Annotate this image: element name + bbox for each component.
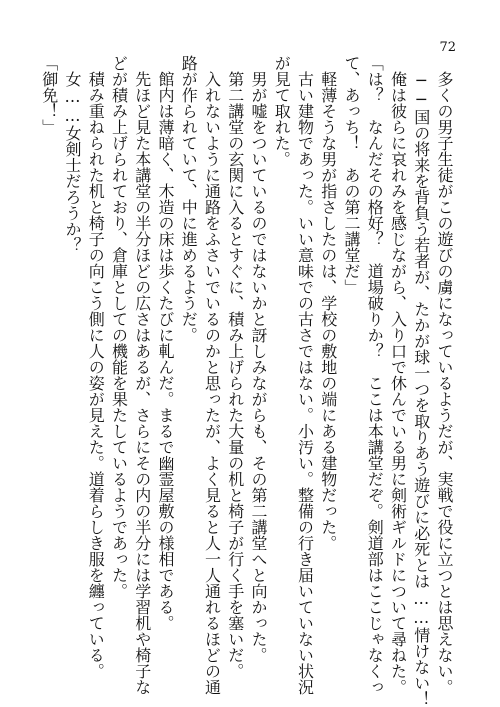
- text-line: 女……女剣士だろうか？: [63, 55, 82, 253]
- text-line: 先ほど見た本講堂の半分ほどの広さはあるが、さらにその内の半分には学習机や椅子な: [132, 55, 152, 695]
- body-text: [38, 55, 457, 707]
- text-line: が見て取れた。: [272, 55, 292, 167]
- text-line: て、あっち！ あの第二講堂だ」: [342, 55, 361, 295]
- page-number: 72: [439, 40, 456, 55]
- text-line: 積み重ねられた机と椅子の向こう側に人の姿が見えた。道着らしき服を纏っている。: [86, 55, 106, 679]
- text-line: 古い建物であった。いい意味での古さではない。小汚い。整備の行き届いていない状況: [295, 55, 315, 695]
- text-line: 俺は彼らに哀れみを感じながら、入り口で休んでいる男に剣術ギルドについて尋ねた。: [388, 55, 408, 695]
- text-line: ──国の将来を背負う若者が、たかが球一つを取りあう遊びに必死とは……情けない！: [411, 55, 431, 707]
- text-line: 館内は薄暗く、木造の床は歩くたびに軋んだ。まるで幽霊屋敷の様相である。: [156, 55, 175, 631]
- text-line: 多くの男子生徒がこの遊びの虜になっているようだが、実戦で役に立つとは思えない。: [435, 55, 454, 695]
- text-line: 入れないように通路をふさいでいるのかと思ったが、よく見ると人一人通れるほどの通: [202, 55, 222, 695]
- text-line: 軽薄そうな男が指さしたのは、学校の敷地の端にある建物だった。: [318, 55, 338, 551]
- text-line: 男が嘘をついているのではないかと訝しみながらも、その第二講堂へと向かった。: [249, 55, 268, 663]
- text-line: 「は？ なんだその格好？ 道場破りか？ ここは本講堂だぞ。剣道部はここじゃなくっ: [365, 55, 385, 695]
- text-line: 路が作られていて、中に進めるようだ。: [179, 55, 199, 343]
- text-line: 第二講堂の玄関に入るとすぐに、積み上げられた大量の机と椅子が行く手を塞いだ。: [225, 55, 245, 679]
- text-line: どが積み上げられており、倉庫としての機能を果たしているようであった。: [109, 55, 129, 599]
- text-line: 「御免！」: [39, 55, 59, 135]
